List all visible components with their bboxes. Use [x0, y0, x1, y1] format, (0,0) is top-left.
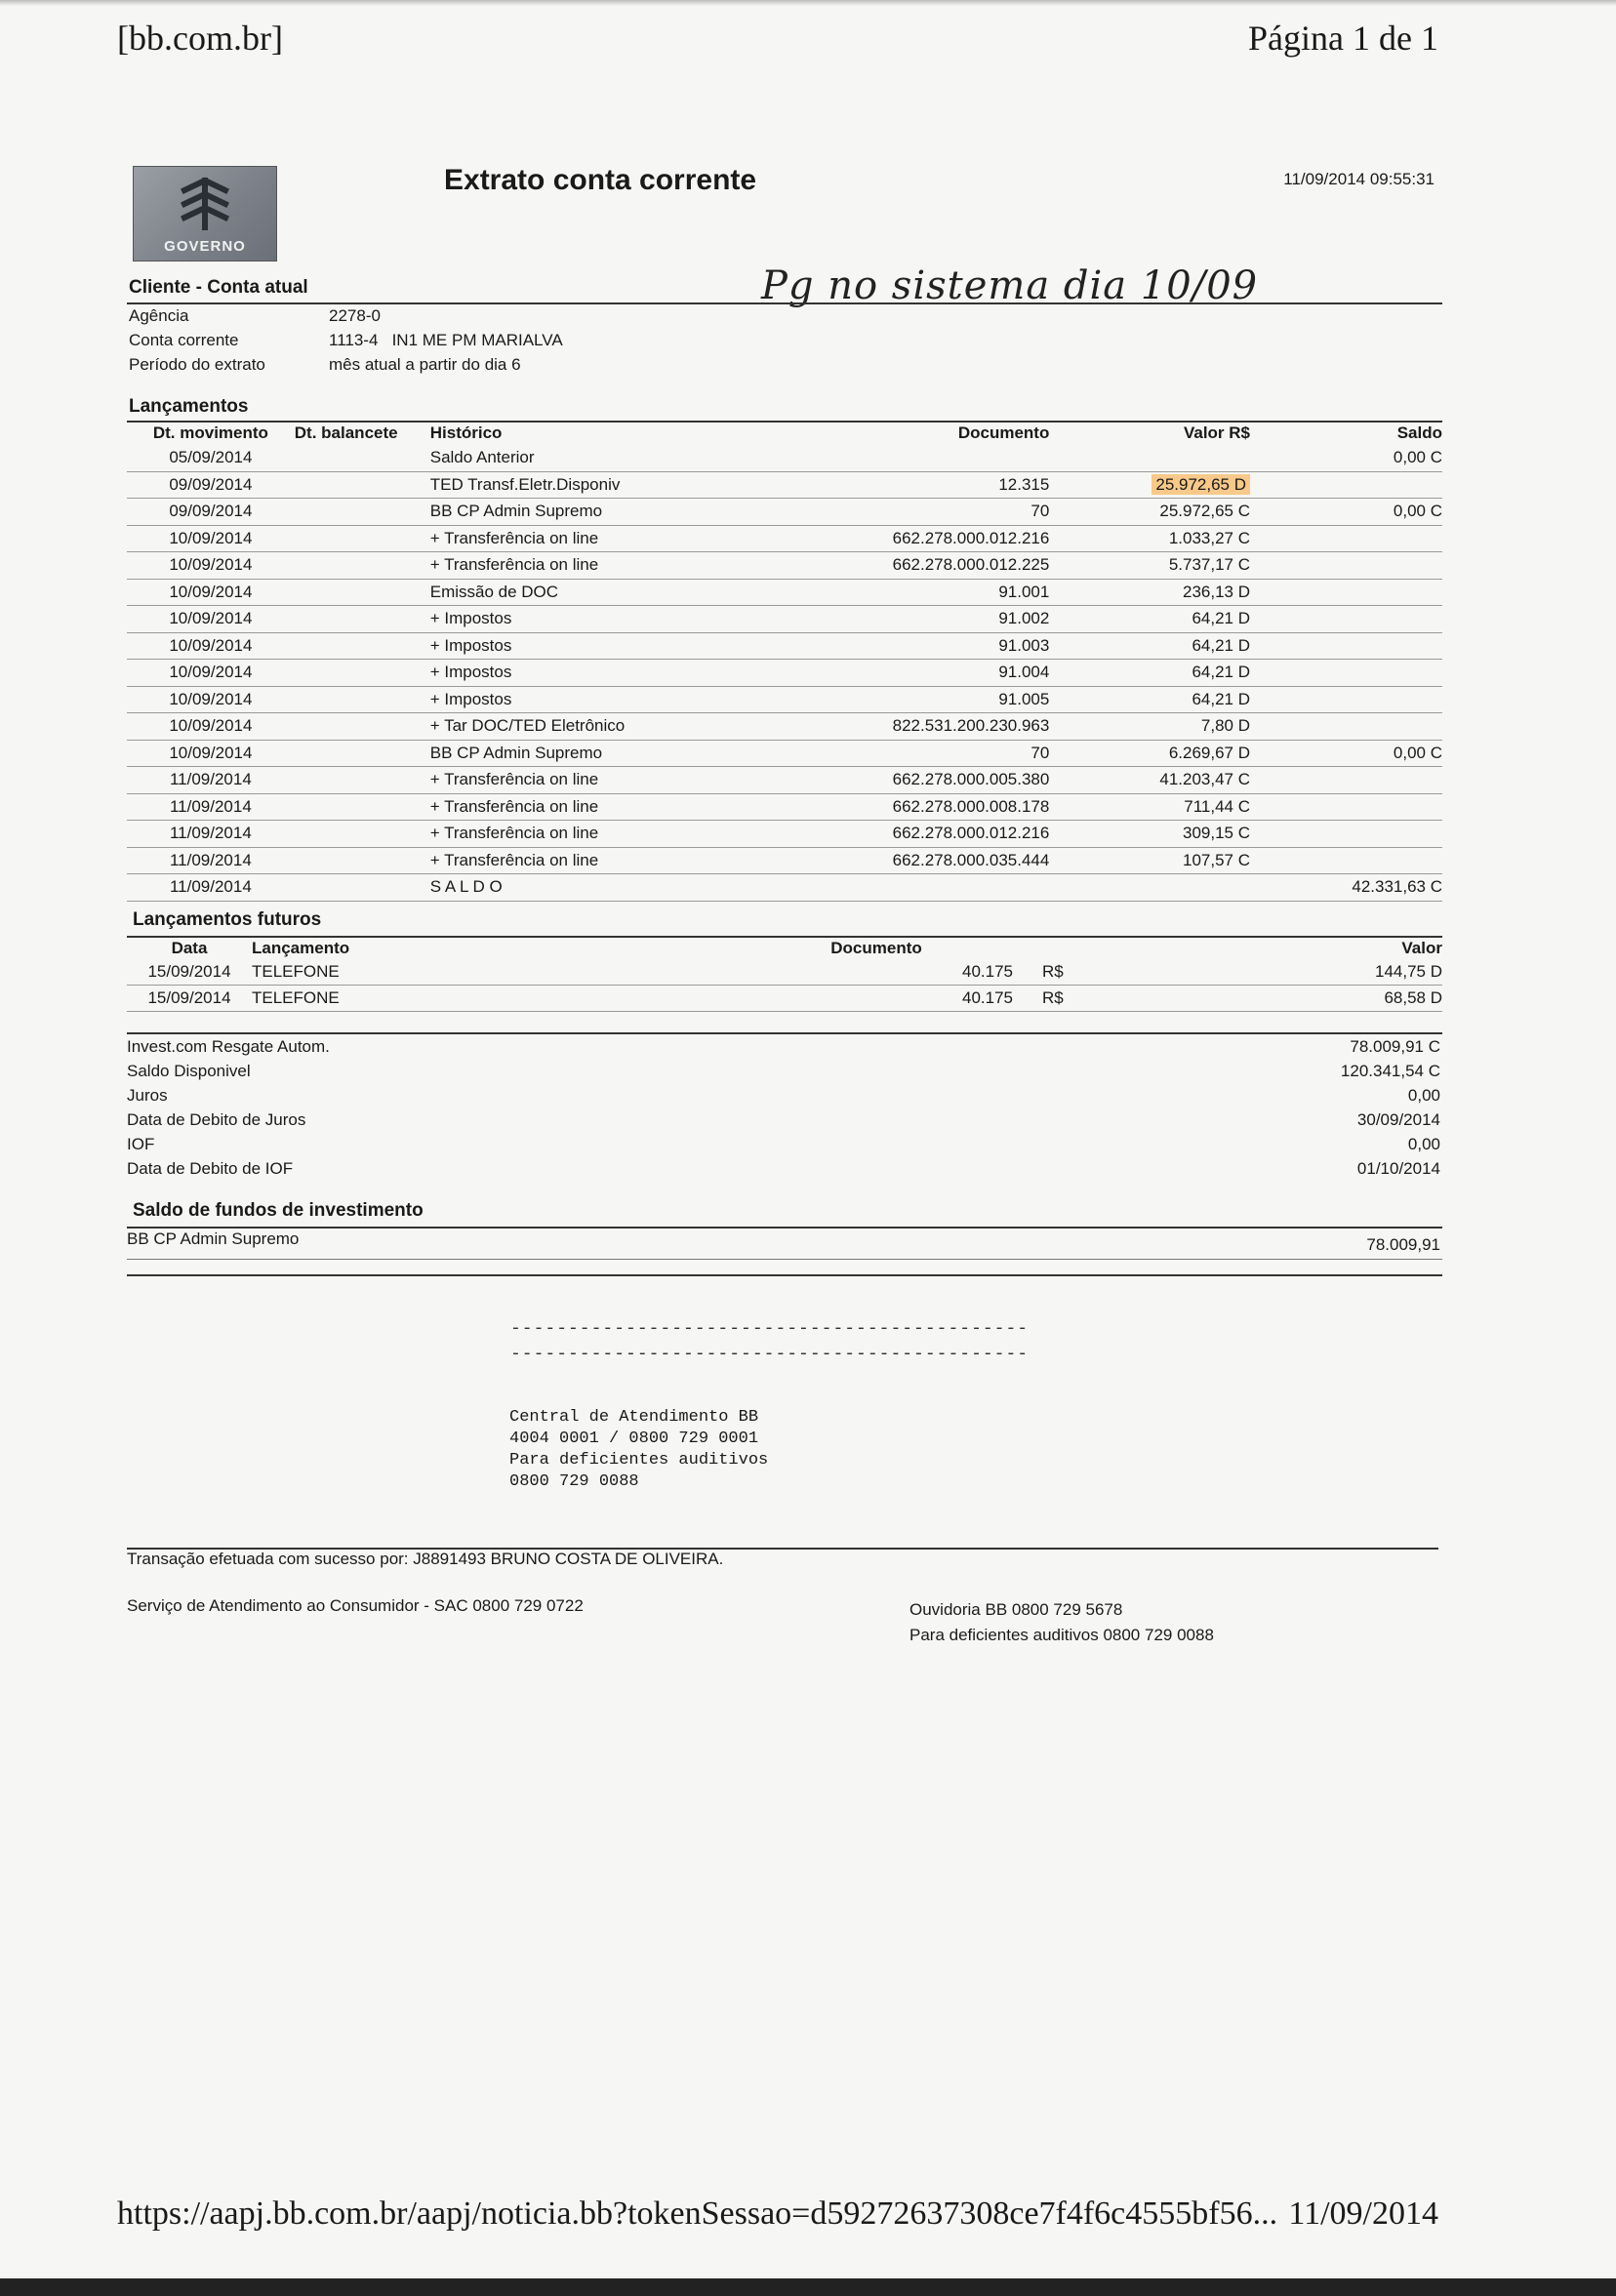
cell-saldo	[1250, 713, 1442, 741]
highlighted-value: 25.972,65 D	[1151, 474, 1250, 495]
table-row	[127, 445, 1442, 471]
table-row	[127, 874, 1442, 902]
col-lancamento: Lançamento	[252, 939, 350, 957]
cell-saldo	[1250, 847, 1442, 874]
cell-saldo: 42.331,63 C	[1250, 874, 1442, 902]
cell-historico: + Impostos	[430, 606, 750, 633]
investment-label: Data de Debito de IOF	[127, 1159, 294, 1178]
cell-documento: 91.001	[750, 579, 1049, 606]
cell-historico: TED Transf.Eletr.Disponiv	[430, 471, 750, 499]
cell-documento: 91.004	[750, 660, 1049, 687]
cell-balancete	[295, 445, 430, 471]
table-row	[127, 986, 1442, 1012]
dashed-separator: ---------------------------------------------	[510, 1345, 1030, 1364]
investment-label: Data de Debito de Juros	[127, 1110, 306, 1129]
divider	[127, 1227, 1442, 1229]
investment-value: 120.341,54 C	[1340, 1062, 1440, 1080]
cell-historico: + Impostos	[430, 632, 750, 660]
cell-balancete	[295, 821, 430, 848]
cell-saldo	[1250, 767, 1442, 794]
cell-saldo	[1250, 579, 1442, 606]
cell-date: 11/09/2014	[127, 847, 295, 874]
cell-historico: Saldo Anterior	[430, 445, 750, 471]
investment-value: 01/10/2014	[1356, 1159, 1440, 1178]
info-value-periodo: mês atual a partir do dia 6	[329, 355, 521, 374]
cell-historico: BB CP Admin Supremo	[430, 740, 750, 767]
browser-header-site: [bb.com.br]	[117, 19, 283, 58]
cell-date: 10/09/2014	[127, 740, 295, 767]
cell-valor: 1.033,27 C	[1049, 525, 1250, 552]
transaction-info: Transação efetuada com sucesso por: J8891493 BRUNO COSTA DE OLIVEIRA.	[127, 1550, 724, 1568]
table-row	[127, 713, 1442, 741]
cell-valor: 309,15 C	[1049, 821, 1250, 848]
cell-date: 10/09/2014	[127, 660, 295, 687]
table-row	[127, 767, 1442, 794]
cell-balancete	[295, 740, 430, 767]
investment-row	[127, 1159, 1440, 1184]
cell-saldo	[1250, 686, 1442, 713]
cell-valor: 64,21 D	[1049, 606, 1250, 633]
cell-valor: 711,44 C	[1049, 793, 1250, 821]
col-dt-movimento: Dt. movimento	[152, 423, 268, 442]
col-saldo: Saldo	[1396, 423, 1442, 442]
central-line: Central de Atendimento BB	[509, 1408, 759, 1427]
table-row	[127, 793, 1442, 821]
cell-saldo	[1250, 793, 1442, 821]
investment-label: IOF	[127, 1135, 155, 1153]
table-row	[127, 632, 1442, 660]
table-row	[127, 959, 1442, 986]
cell-saldo	[1250, 660, 1442, 687]
cell-lancamento: TELEFONE	[252, 959, 710, 986]
bank-logo	[133, 166, 277, 262]
cell-valor: 25.972,65 C	[1049, 499, 1250, 526]
document-timestamp: 11/09/2014 09:55:31	[1283, 170, 1434, 188]
cell-saldo	[1250, 821, 1442, 848]
cell-historico: + Impostos	[430, 686, 750, 713]
cell-historico: + Tar DOC/TED Eletrônico	[430, 713, 750, 741]
cell-date: 09/09/2014	[127, 499, 295, 526]
table-row	[127, 686, 1442, 713]
cell-saldo: 0,00 C	[1250, 499, 1442, 526]
cell-valor: 236,13 D	[1049, 579, 1250, 606]
cell-saldo	[1250, 471, 1442, 499]
investment-label: Saldo Disponivel	[127, 1062, 251, 1080]
cell-balancete	[295, 686, 430, 713]
cell-saldo	[1250, 525, 1442, 552]
cell-historico: + Transferência on line	[430, 793, 750, 821]
cell-documento: 822.531.200.230.963	[750, 713, 1049, 741]
investment-row	[127, 1110, 1440, 1135]
cell-date: 10/09/2014	[127, 686, 295, 713]
cell-documento: 662.278.000.012.225	[750, 552, 1049, 580]
col-currency	[1042, 938, 1189, 959]
scan-edge-top	[0, 0, 1616, 6]
cell-documento: 12.315	[750, 471, 1049, 499]
table-row	[127, 847, 1442, 874]
cell-date: 15/09/2014	[127, 959, 252, 986]
client-section-title: Cliente - Conta atual	[129, 277, 308, 298]
cell-valor: 64,21 D	[1049, 660, 1250, 687]
cell-valor: 7,80 D	[1049, 713, 1250, 741]
investment-value: 78.009,91 C	[1350, 1037, 1440, 1056]
fund-row	[127, 1229, 1440, 1254]
info-label-agencia: Agência	[129, 306, 189, 325]
cell-documento: 91.005	[750, 686, 1049, 713]
cell-date: 10/09/2014	[127, 579, 295, 606]
cell-date: 10/09/2014	[127, 552, 295, 580]
cell-documento: 662.278.000.035.444	[750, 847, 1049, 874]
cell-documento: 662.278.000.005.380	[750, 767, 1049, 794]
investment-value: 0,00	[1407, 1086, 1440, 1105]
table-row	[127, 606, 1442, 633]
col-valor: Valor	[1401, 939, 1442, 957]
central-line: 0800 729 0088	[509, 1472, 639, 1491]
cell-saldo: 0,00 C	[1250, 740, 1442, 767]
cell-currency: R$	[1042, 959, 1189, 986]
cell-balancete	[295, 767, 430, 794]
table-header-row	[127, 938, 1442, 959]
cell-documento: 91.002	[750, 606, 1049, 633]
ouvidoria-info: Ouvidoria BB 0800 729 5678	[909, 1600, 1123, 1619]
cell-lancamento: TELEFONE	[252, 986, 710, 1012]
investment-row	[127, 1037, 1440, 1062]
cell-valor: 6.269,67 D	[1049, 740, 1250, 767]
cell-date: 10/09/2014	[127, 632, 295, 660]
col-data: Data	[171, 939, 208, 957]
cell-balancete	[295, 632, 430, 660]
table-row	[127, 552, 1442, 580]
info-label-periodo: Período do extrato	[129, 355, 265, 374]
cell-balancete	[295, 713, 430, 741]
central-atendimento	[509, 1407, 768, 1493]
cell-documento	[750, 445, 1049, 471]
futuros-section-title: Lançamentos futuros	[133, 909, 322, 930]
cell-historico: + Impostos	[430, 660, 750, 687]
future-entries-table	[127, 938, 1442, 1012]
cell-historico: BB CP Admin Supremo	[430, 499, 750, 526]
cell-documento	[750, 874, 1049, 902]
info-value-agencia: 2278-0	[329, 306, 381, 325]
cell-documento: 40.175	[710, 959, 1042, 986]
cell-date: 11/09/2014	[127, 767, 295, 794]
cell-historico: + Transferência on line	[430, 525, 750, 552]
info-label-conta: Conta corrente	[129, 331, 239, 349]
scan-edge-bottom	[0, 2278, 1616, 2296]
cell-documento: 662.278.000.012.216	[750, 525, 1049, 552]
divider	[127, 1259, 1442, 1260]
cell-date: 11/09/2014	[127, 874, 295, 902]
cell-historico: S A L D O	[430, 874, 750, 902]
cell-historico: + Transferência on line	[430, 552, 750, 580]
table-row	[127, 579, 1442, 606]
cell-valor	[1049, 874, 1250, 902]
ouvidoria-deficientes-info: Para deficientes auditivos 0800 729 0088	[909, 1626, 1214, 1644]
table-row	[127, 525, 1442, 552]
lancamentos-section-title: Lançamentos	[129, 396, 249, 417]
cell-date: 11/09/2014	[127, 821, 295, 848]
cell-date: 05/09/2014	[127, 445, 295, 471]
cell-balancete	[295, 660, 430, 687]
divider	[127, 302, 1442, 304]
cell-historico: + Transferência on line	[430, 847, 750, 874]
transactions-table	[127, 422, 1442, 902]
cell-documento: 40.175	[710, 986, 1042, 1012]
table-row	[127, 740, 1442, 767]
cell-historico: Emissão de DOC	[430, 579, 750, 606]
table-row	[127, 499, 1442, 526]
fundos-section-title: Saldo de fundos de investimento	[133, 1200, 424, 1221]
table-row	[127, 821, 1442, 848]
cell-valor: 107,57 C	[1049, 847, 1250, 874]
investment-value: 30/09/2014	[1356, 1110, 1440, 1129]
central-line: 4004 0001 / 0800 729 0001	[509, 1430, 759, 1448]
cell-valor	[1049, 471, 1250, 499]
cell-valor: 5.737,17 C	[1049, 552, 1250, 580]
handwritten-note: Pg no sistema dia 10/09	[761, 263, 1259, 308]
col-historico: Histórico	[429, 423, 503, 442]
cell-balancete	[295, 499, 430, 526]
browser-header-page: Página 1 de 1	[1248, 19, 1438, 58]
divider	[127, 1274, 1442, 1276]
print-date: 11/09/2014	[1288, 2195, 1438, 2232]
cell-historico: + Transferência on line	[430, 821, 750, 848]
investment-label: Juros	[127, 1086, 168, 1105]
cell-saldo	[1250, 552, 1442, 580]
cell-valor	[1049, 445, 1250, 471]
cell-balancete	[295, 874, 430, 902]
cell-date: 10/09/2014	[127, 525, 295, 552]
investment-row	[127, 1135, 1440, 1159]
col-valor: Valor R$	[1183, 423, 1251, 442]
table-header-row	[127, 422, 1442, 445]
cell-date: 10/09/2014	[127, 606, 295, 633]
cell-balancete	[295, 525, 430, 552]
cell-balancete	[295, 471, 430, 499]
page-url: https://aapj.bb.com.br/aapj/noticia.bb?tokenSessao=d59272637308ce7f4f6c4555bf56...	[117, 2195, 1278, 2232]
investment-value: 0,00	[1407, 1135, 1440, 1153]
central-line: Para deficientes auditivos	[509, 1451, 769, 1470]
col-documento: Documento	[957, 423, 1050, 442]
cell-balancete	[295, 793, 430, 821]
cell-valor: 64,21 D	[1049, 632, 1250, 660]
sac-info: Serviço de Atendimento ao Consumidor - SAC 0800 729 0722	[127, 1596, 584, 1615]
bb-logo-icon	[171, 177, 239, 231]
cell-documento: 70	[750, 499, 1049, 526]
investment-row	[127, 1086, 1440, 1110]
cell-valor: 68,58 D	[1189, 986, 1442, 1012]
col-dt-balancete: Dt. balancete	[294, 423, 398, 442]
cell-documento: 662.278.000.008.178	[750, 793, 1049, 821]
cell-valor: 144,75 D	[1189, 959, 1442, 986]
cell-documento: 91.003	[750, 632, 1049, 660]
cell-saldo	[1250, 606, 1442, 633]
fund-label: BB CP Admin Supremo	[127, 1229, 300, 1248]
document-title: Extrato conta corrente	[444, 164, 757, 196]
cell-balancete	[295, 606, 430, 633]
cell-date: 09/09/2014	[127, 471, 295, 499]
cell-currency: R$	[1042, 986, 1189, 1012]
cell-balancete	[295, 552, 430, 580]
fund-value: 78.009,91	[1366, 1235, 1440, 1254]
cell-date: 11/09/2014	[127, 793, 295, 821]
cell-balancete	[295, 847, 430, 874]
logo-label: GOVERNO	[164, 238, 246, 255]
table-row	[127, 660, 1442, 687]
investment-row	[127, 1062, 1440, 1086]
info-value-conta: 1113-4 IN1 ME PM MARIALVA	[329, 331, 563, 349]
cell-saldo	[1250, 632, 1442, 660]
cell-saldo: 0,00 C	[1250, 445, 1442, 471]
investment-label: Invest.com Resgate Autom.	[127, 1037, 330, 1056]
divider	[127, 1032, 1442, 1034]
cell-date: 10/09/2014	[127, 713, 295, 741]
cell-valor: 41.203,47 C	[1049, 767, 1250, 794]
cell-valor: 64,21 D	[1049, 686, 1250, 713]
table-row	[127, 471, 1442, 499]
cell-historico: + Transferência on line	[430, 767, 750, 794]
dashed-separator: ---------------------------------------------	[510, 1319, 1030, 1339]
cell-documento: 70	[750, 740, 1049, 767]
cell-documento: 662.278.000.012.216	[750, 821, 1049, 848]
col-documento: Documento	[830, 939, 922, 957]
cell-balancete	[295, 579, 430, 606]
cell-date: 15/09/2014	[127, 986, 252, 1012]
